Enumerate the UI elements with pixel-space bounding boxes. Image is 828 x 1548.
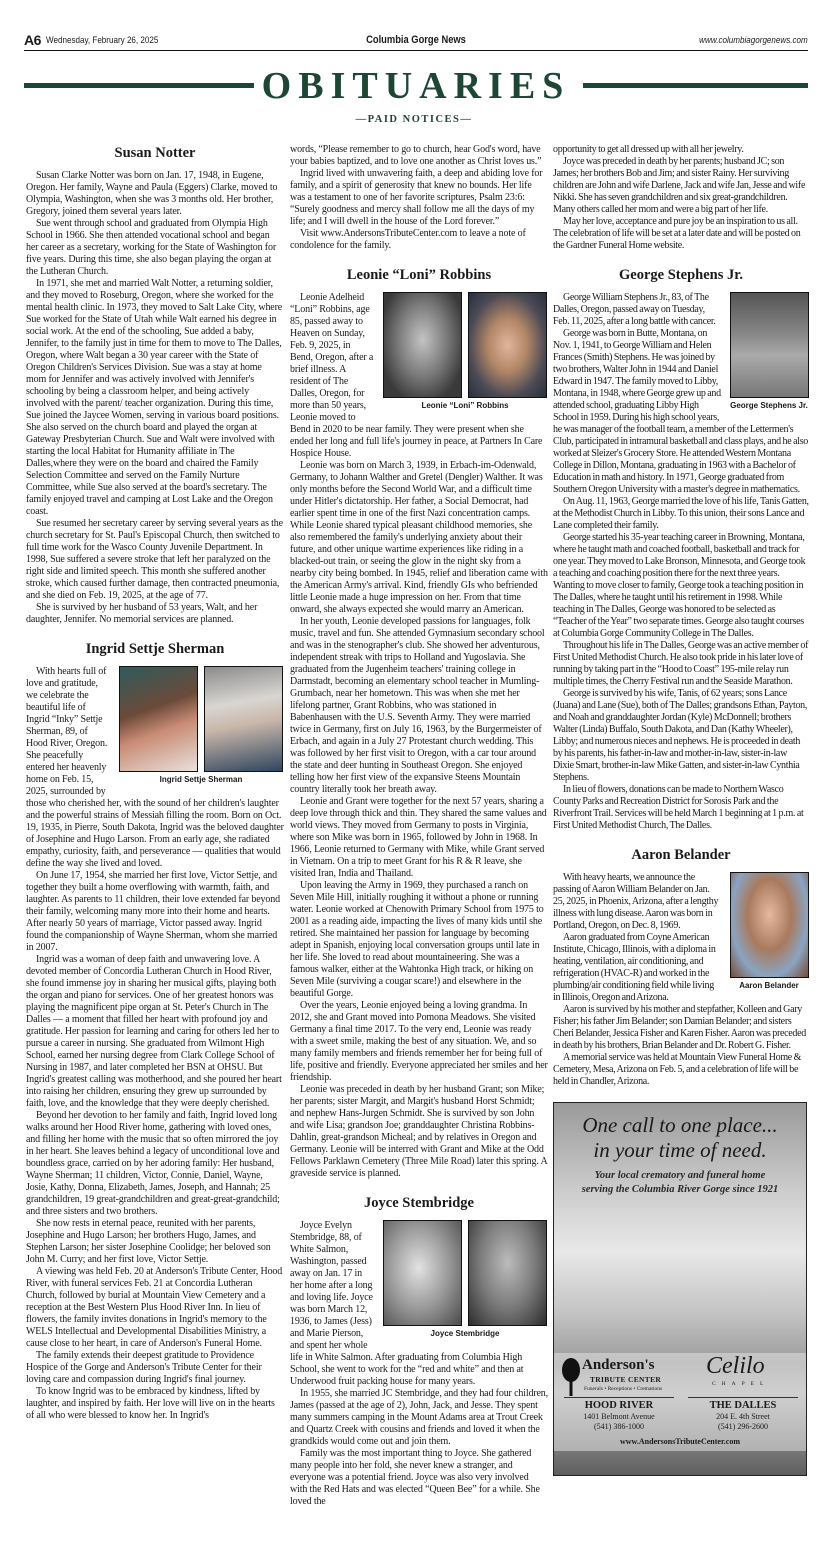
ad-headline-line: in your time of need.: [593, 1138, 767, 1162]
portrait-photo: [119, 666, 198, 772]
obituary-body: [553, 144, 809, 252]
paragraph: A memorial service was held at Mountain View Funeral Home & Cemetery, Mesa, Arizona on Feb. 5, and a celebration of life will be held in Chandler, Arizona.: [553, 1052, 802, 1087]
photo-caption: Ingrid Settje Sherman: [159, 775, 243, 784]
photo-caption: Joyce Stembridge: [430, 1329, 500, 1338]
banner-rule-right: [583, 83, 808, 88]
location-the-dalles: [688, 1397, 798, 1432]
ad-headline-line: One call to one place...: [582, 1113, 778, 1137]
paragraph: The family extends their deepest gratitude to Providence Hospice of the Gorge and Anderson's Tribute Center for their loving care and compassion during Ingrid's final journey.: [26, 1350, 262, 1385]
obituary-name: Susan Notter: [114, 145, 196, 161]
paragraph: May her love, acceptance and pure joy be an inspiration to us all. The celebration of life will be set at a later date and will be posted on the Gardner Funeral Home website.: [553, 216, 801, 251]
location-address: 1401 Belmont Avenue: [583, 1412, 655, 1421]
paragraph: George started his 35-year teaching career in Browning, Montana, where he taught math and coached football, basketball and track for one year. They moved to Lake Bronson, Minnesota, and George took a teaching and coaching position there for the next three years. Wanting to move closer to family, George took a teaching position in The Dalles, where he taught until his retirement in 1998. While teaching in The Dalles, George was honored to be selected as “Teacher of the Year” two separate times. George also taught courses at Columbia Gorge Community College in The Dalles.: [553, 532, 806, 639]
location-city: HOOD RIVER: [584, 1400, 654, 1411]
paragraph: Leonie Adelheid “Loni” Robbins, age 85, passed away to Heaven on Sunday, Feb. 9, 2025, in Bend, Oregon, after a brief illness. A resident of The Dalles, Oregon, for more than 50 years, Leonie moved to Bend in 2020 to be near family. They were present when she ended her long and full life's journey in peace, at Partners In Care Hospice House.: [290, 292, 543, 459]
photo-group: [729, 872, 809, 991]
location-hood-river: [564, 1397, 674, 1432]
paragraph: Aaron is survived by his mother and stepfather, Kolleen and Gary Fisher; his father Jim Belander; son Damian Belander; and sisters Cheri Belander, Jessica Fisher and Karen Fisher. Aaron was preceded in death by his brothers, Brian Belander and Dr. Robert G. Fisher.: [553, 1004, 806, 1051]
paragraph: George was born in Butte, Montana, on Nov. 1, 1941, to George William and Helen Frances (Smith) Stephens. He was joined by two brothers, Walter John in 1944 and Daniel Edward in 1947. The family moved to Libby, Montana, in 1948, where George grew up and attended school, graduating Libby High School in 1959. During his high school years, he was manager of the football team, a member of the Lettermen's Club, participated in intramural basketball and class plays, and he also worked at Sleizer's Grocery Store. He attended Western Montana College in Dillon, Montana, graduating in 1963 with a Bachelor of Education in math and history. In 1971, George graduated from Southern Oregon University with a master's degree in mathematics.: [553, 328, 808, 495]
paragraph: Visit www.AndersonsTributeCenter.com to leave a note of condolence for the family.: [290, 228, 526, 251]
paragraph: In her youth, Leonie developed passions for languages, folk music, travel and fun. She attended Gymnasium secondary school and was in the stenographer's club. She showed her adventurous, independent streak with trips to Holland and Yugoslavia. She graduated from the Jugenheim teachers' training college in Darmstadt, becoming an elementary school teacher in Mumling-Grumbach, near her hometown. This was when she met her lifelong partner, Grant Robbins, who was stationed in Babenhausen with the U.S. Seventh Army. They were married twice in Germany, first on July 16, 1963, by the Burgermeister of Erbach, and again in a July 27 Protestant church wedding. This was followed by her first visit to Oregon, with a car tour around the state and deer hunting in Southeast Oregon. She enjoyed telling how her first view of the expansive Steens Mountain country literally took her breath away.: [290, 616, 545, 795]
celilo-logo-sub: CHAPEL: [712, 1381, 770, 1387]
photo-caption: George Stephens Jr.: [730, 401, 808, 410]
obituary-joyce-stembridge: [290, 1194, 548, 1508]
obituary-body: [290, 144, 548, 252]
paragraph: George William Stephens Jr., 83, of The Dalles, Oregon, passed away on Tuesday, Feb. 11, 2025, after a long battle with cancer.: [553, 292, 716, 327]
obituary-name: Leonie “Loni” Robbins: [346, 267, 492, 283]
ad-tagline-line: serving the Columbia River Gorge since 1921: [581, 1184, 779, 1195]
paragraph: Upon leaving the Army in 1969, they purchased a ranch on Seven Mile Hill, initially roughing it without a phone or running water. Leonie worked at Chenowith Primary School from 1975 to 2001 as a reading aide, impacting the lives of many kids until she retired. She maintained her passion for language by becoming adept in Spanish, enjoying local conversation groups until late in her life. She loved to read about mountaineering. She was a famous walker, either at the Wahtonka High track, or hiking on Seven Mile (surviving a cougar scare!) and elsewhere in the beautiful Gorge.: [290, 880, 544, 999]
newspaper-name: Columbia Gorge News: [366, 34, 466, 46]
obituary-aaron-belander: [553, 846, 809, 1088]
photo-group: [382, 1220, 548, 1339]
paragraph: Ingrid was a woman of deep faith and unwavering love. A devoted member of Concordia Lutheran Church in Hood River, she found immense joy in sharing her musical gifts, playing both the organ and piano for services. One of her greatest honors was playing the magnificent pipe organ at St. Peter's Church in The Dalles — a moment that filled her heart with profound joy and gratitude. Her passion for learning and caring for others led her to pursue a career in nursing. She graduated from Wilmont High School, earned her nursing degree from Clark College School of Nursing in 1987, and later completed her BSN at OHSU. But Ingrid's greatest calling was motherhood, and she poured her heart into raising her children, ensuring they grew up surrounded by faith, love, and the knowledge that they were deeply cherished.: [26, 954, 282, 1109]
photo-group: [118, 666, 284, 785]
paragraph: With hearts full of love and gratitude, we celebrate the beautiful life of Ingrid “Inky” Settje Sherman, 89, of Hood River, Oregon. She peacefully entered her heavenly home on Feb. 15, 2025, surrounded by those who cherished her, with the sound of her children's laughter and the powerful strains of Messiah filling the room. Born on Oct. 19, 1935, in Pierre, South Dakota, Ingrid was the beloved daughter of Josephine and Hugo Larson. From an early age, she radiated empathy, curiosity, faith, and perseverance — qualities that would define the way she lived and loved.: [26, 666, 284, 869]
paragraph: Leonie and Grant were together for the next 57 years, sharing a deep love through thick and thin. They shared the same values and world views. They moved from Germany to posts in Virginia, where son Mike was born in 1965, followed by John in 1968. In 1966, Leonie returned to Germany with Mike, while Grant served in Vietnam. On a trip to meet Grant for his R & R leave, she visited Iran, India and Thailand.: [290, 796, 547, 879]
tree-icon: [562, 1357, 580, 1397]
paragraph: Ingrid lived with unwavering faith, a deep and abiding love for family, and a spirit of generosity that knew no bounds. Her life was a testament to one of her favorite scriptures, Psalm 23:6: “Surely goodness and mercy shall follow me all the days of my life; and I will dwell in the house of the Lord forever.”: [290, 168, 543, 227]
paragraph: In 1955, she married JC Stembridge, and they had four children, James (passed at the age of 2), John, Jack, and Jesse. They spent many summers camping in the Mount Adams area at Trout Creek and Quartz Creek with cousins and friends and loved it when the grandkids would come out and join them.: [290, 1388, 548, 1447]
obituary-body: [26, 170, 284, 626]
ad-tagline-line: Your local crematory and funeral home: [594, 1170, 766, 1181]
location-city: THE DALLES: [709, 1400, 777, 1411]
obituary-name: Joyce Stembridge: [364, 1195, 474, 1211]
obituary-george-stephens: [553, 266, 809, 832]
paragraph: To know Ingrid was to be embraced by kindness, lifted by laughter, and inspired by faith. Her love will live on in the hearts of all who were blessed to know her. In Ingrid's: [26, 1386, 275, 1421]
paragraph: In 1971, she met and married Walt Notter, a returning soldier, and they moved to Roseburg, Oregon, where she worked for the mental health clinic. In 1973, they moved to Salt Lake City, where Sue worked for the State of Utah while Walt earned his degree in social work. At the end of the schooling, Sue added a baby, Jennifer, to the family just in time for them to move to The Dalles, Oregon, where Walt began a 30 year career with the State of Oregon Children's Services Division. Sue was a stay at home mom for Jennifer and was actively involved with Jennifer's schooling by being a classroom helper, and being actively involved with the parent/ teacher organization. During this time, Sue joined the Jaycee Women, serving in various board positions. She also served on the church board and played the organ at Gateway Presbyterian Church. Sue and Walt were involved with starting the local Habitat for Humanity affiliate in The Dalles,where they were on the board and chaired the Family Selection Committee and served on the Family Nurture Committee, while Sue also served at the board's secretary. The family enjoyed travel and camping at Lost Lake and the Oregon coast.: [26, 278, 283, 517]
obituary-name: Aaron Belander: [631, 847, 731, 863]
paragraph: George is survived by his wife, Tanis, of 62 years; sons Lance (Juana) and Lane (Sue), both of The Dalles; grandsons Ethan, Payton, and Noah and granddaughter Jordan (Kyle) McDonnell; brothers Walter (Linda) Buffalo, South Dakota, and Dan (Kathy Wheeler), Libby; and numerous nieces and nephews. He is proceeded in death by his parents, his father-in-law and mother-in-law, sister-in-law Dixie Smart, brother-in-law Mike Gatten, and sister-in-law Cynthia Stephens.: [553, 688, 808, 783]
paragraph: In lieu of flowers, donations can be made to Northern Wasco County Parks and Recreation District for Sorosis Park and the Riverfront Trail. Services will be held March 1 beginning at 1 p.m. at First United Methodist Church, The Dalles.: [553, 784, 804, 831]
obituary-susan-notter: [26, 144, 284, 626]
paragraph: opportunity to get all dressed up with all her jewelry.: [553, 144, 744, 155]
paragraph: On Aug. 11, 1963, George married the love of his life, Tanis Gatten, at the Methodist Church in Libby. To this union, their sons Lance and Lane completed their family.: [553, 496, 809, 531]
paragraph: She is survived by her husband of 53 years, Walt, and her daughter, Jennifer. No memorial services are planned.: [26, 602, 258, 625]
portrait-photo: [383, 292, 462, 398]
paragraph: She now rests in eternal peace, reunited with her parents, Josephine and Hugo Larson; her brothers Hugo, James, and Stephen Larson; her sister Josephine Coolidge; her beloved son John M. Curry; and her first love, Victor Settje.: [26, 1218, 271, 1265]
paragraph: Beyond her devotion to her family and faith, Ingrid loved long walks around her Hood River home, gathering with loved ones, and filling her home with the music that so often mirrored the joy in her heart. She leaves behind a legacy of unconditional love and boundless grace, carried on by her adoring family: Her husband, Wayne Sherman; 11 children, Victor, Connie, Daniel, Wayne, Josie, Kathy, Donna, Elizabeth, James, Joseph, and Hannah; 25 grandchildren, 19 great-grandchildren and great-great-grandchild; and three sisters and two brothers.: [26, 1110, 280, 1217]
obituary-joyce-continued: [553, 144, 809, 252]
paragraph: Joyce was preceded in death by her parents; husband JC; son James; her brothers Bob and Jim; and sister Rainy. Her surviving children are John and wife Darlene, Jack and wife Jan, Jesse and wife Nikki. She has seven grandchildren and six great-grandchildren. Many others called her mom and were a big part of her life.: [553, 156, 806, 215]
obituary-body: [290, 292, 548, 1180]
photo-group: [382, 292, 548, 411]
photo-group: [729, 292, 809, 411]
obituary-ingrid-continued: [290, 144, 548, 252]
location-address: 204 E. 4th Street: [716, 1412, 770, 1421]
photo-caption: Aaron Belander: [739, 981, 799, 990]
location-phone: (541) 296-2600: [718, 1422, 768, 1431]
paragraph: Susan Clarke Notter was born on Jan. 17, 1948, in Eugene, Oregon. Her family, Wayne and Paula (Eggers) Clarke, moved to Olympia, Washington, when she was 3 months old. Her brother, Gregory, joined them several years later.: [26, 170, 278, 217]
portrait-photo: [730, 292, 809, 398]
newspaper-url[interactable]: www.columbiagorgenews.com: [699, 35, 808, 46]
paragraph: Sue went through school and graduated from Olympia High School in 1966. She then attended vocational school and began her career as a secretary, working for the State of Washington for five years. During this time, she also began playing the organ at the Lutheran Church.: [26, 218, 277, 277]
obituary-name: George Stephens Jr.: [619, 267, 743, 283]
portrait-photo: [383, 1220, 462, 1326]
issue-date: Wednesday, February 26, 2025: [46, 35, 159, 46]
page-number: A6: [24, 32, 41, 48]
paragraph: Leonie was preceded in death by her husband Grant; son Mike; her parents; sister Margit, and Margit's husband Horst Schmidt; and nephew Hans-Jurgen Schmidt. She is survived by son John and wife Lisa; grandson Joe; granddaughter Christina Robbins-Dahlin, great-grandson Micheal; and by relatives in Oregon and Germany. Leonie will be interred with Grant and Mike at the Odd Fellows Parklawn Cemetery (Three Mile Road) later this spring. A graveside service is planned.: [290, 1084, 548, 1179]
section-banner: [24, 66, 808, 106]
section-subtitle: —PAID NOTICES—: [355, 114, 473, 125]
photo-caption: Leonie “Loni” Robbins: [421, 401, 509, 410]
andersons-logo: Anderson's: [582, 1357, 655, 1373]
paragraph: With heavy hearts, we announce the passing of Aaron William Belander on Jan. 25, 2025, in Phoenix, Arizona, after a lengthy illness with lung disease. Aaron was born in Portland, Oregon, on Dec. 8, 1969.: [553, 872, 719, 931]
page-header: [24, 32, 808, 51]
paragraph: On June 17, 1954, she married her first love, Victor Settje, and together they built a home overflowing with warmth, faith, and laughter. As parents to 11 children, their love extended far beyond their family, welcoming many more into their home and hearts. After nearly 50 years of marriage, Victor passed away. Ingrid found the companionship of Wayne Sherman, whom she married in 2007.: [26, 870, 280, 953]
portrait-photo: [730, 872, 809, 978]
paragraph: Leonie was born on March 3, 1939, in Erbach-im-Odenwald, Germany, to Johann Walther and Gretel (Dengler) Walther. It was only months before the Second World War, and a difficult time under Hitler's dictatorship. Her father, a Social Democrat, had earlier spent time in one of the first Nazi concentration camps. While Leonie shared typical pleasant childhood memories, she also remembered the family's underlying anxiety about their future, and other unique wartime experiences like riding in a blacked-out train, or seeing the glow in the night sky from a nearby city being bombed. In 1945, relief and liberation came with the American Army's arrival. Kind, friendly GIs who befriended little Leonie made a huge impression on her. From that time onward, she always expected she would marry an American.: [290, 460, 548, 615]
portrait-photo: [468, 292, 547, 398]
celilo-logo: Celilo: [706, 1353, 765, 1379]
paragraph: Family was the most important thing to Joyce. She gathered many people into her fold, she never knew a stranger, and everyone was a potential friend. Joyce was also very involved with the Red Hats and was elected “Queen Bee” for a while. She loved the: [290, 1448, 540, 1507]
location-phone: (541) 386-1000: [594, 1422, 644, 1431]
paragraph: Over the years, Leonie enjoyed being a loving grandma. In 2012, she and Grant moved into Pomona Meadows. She visited Germany a final time 2017. To the very end, Leonie was ready with a sweet smile, making the best of any situation. We, and so many family members and friends remember her for being full of life, positive and friendly. Everyone appreciated her smiles and her friendship.: [290, 1000, 548, 1083]
ad-website[interactable]: www.AndersonsTributeCenter.com: [620, 1437, 740, 1446]
paragraph: Joyce Evelyn Stembridge, 88, of White Salmon, Washington, passed away on Jan. 17 in her home after a long and loving life. Joyce was born March 12, 1936, to James (Jess) and Marie Pierson, and spent her whole life in White Salmon. After graduating from Columbia High School, she went to work for the “red and white” and then at Underwood fruit packing house for many years.: [290, 1220, 524, 1387]
obituary-name: Ingrid Settje Sherman: [85, 641, 225, 657]
obituary-leonie-robbins: [290, 266, 548, 1180]
column-1: [26, 144, 284, 1434]
andersons-services: Funerals • Receptions • Cremations: [584, 1386, 663, 1392]
section-title: OBITUARIES: [261, 65, 571, 107]
paragraph: words, “Please remember to go to church, hear God's word, have your babies baptized, and to love one another as Christ loves us.”: [290, 144, 542, 167]
paragraph: A viewing was held Feb. 20 at Anderson's Tribute Center, Hood River, with funeral services Feb. 21 at Concordia Lutheran Church, followed by burial at Mountain View Cemetery and a reception at the Best Western Plus Hood River Inn. In lieu of flowers, the family invites donations in Ingrid's memory to the WELS Intellectual and Developmental Disabilities Ministry, a cause close to her heart, in care of Anderson's Funeral Home.: [26, 1266, 283, 1349]
paragraph: Throughout his life in The Dalles, George was an active member of First United Methodist Church. He also took pride in his later love of running by taking part in the “Hood to Coast” 195-mile relay run multiple times, the Cherry Festival run and the Seaside Marathon.: [553, 640, 809, 687]
andersons-logo-sub: TRIBUTE CENTER: [590, 1375, 662, 1384]
ad-headline: [554, 1113, 806, 1163]
column-2: [290, 144, 548, 1520]
portrait-photo: [204, 666, 283, 772]
funeral-home-advertisement[interactable]: [553, 1102, 807, 1476]
paragraph: Aaron graduated from Coyne American Institute, Chicago, Illinois, with a diploma in heating, ventilation, air conditioning, and refrigeration (HVAC-R) and worked in the plumbing/air conditioning field while living in Illinois, Oregon and Arizona.: [553, 932, 716, 1003]
ad-tagline: [554, 1169, 806, 1197]
paragraph: Sue resumed her secretary career by serving several years as the church secretary for St. Paul's Episcopal Church, then switched to full time work for the Wasco County Juvenile Department. In 1998, Sue suffered a severe stroke that left her paralyzed on the right side and limited speech. This month she suffered another stroke, which caused further damage, then contracted pneumonia, and she died on Feb. 19, 2025, at the age of 77.: [26, 518, 283, 601]
portrait-photo: [468, 1220, 547, 1326]
obituary-ingrid-settje-sherman: [26, 640, 284, 1422]
column-3: [553, 144, 809, 1476]
